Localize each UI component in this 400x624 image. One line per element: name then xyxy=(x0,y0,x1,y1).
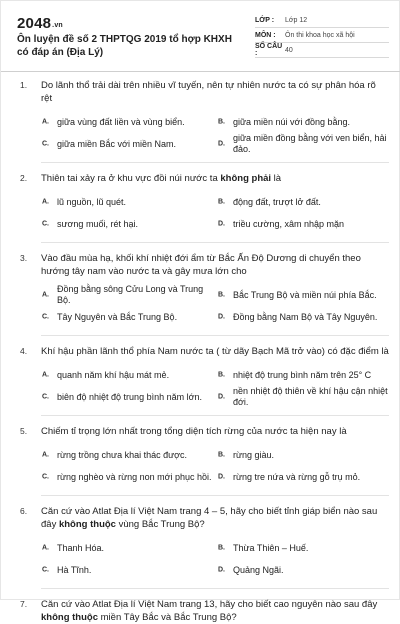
question-text xyxy=(41,598,389,624)
option-letter: D. xyxy=(218,473,225,481)
option-text: Quảng Ngãi. xyxy=(233,564,284,575)
document-header xyxy=(1,1,400,71)
option-letter: A. xyxy=(42,291,49,299)
option-text: nhiệt độ trung bình năm trên 25° C xyxy=(233,369,372,380)
answer-options xyxy=(41,364,389,408)
answer-option-b[interactable] xyxy=(217,284,389,306)
option-letter: C. xyxy=(42,473,49,481)
answer-options xyxy=(41,111,389,155)
question-4 xyxy=(1,345,400,416)
question-text xyxy=(41,252,389,278)
question-text-emphasis: không thuộc xyxy=(58,519,116,530)
answer-option-d[interactable] xyxy=(217,133,389,155)
option-letter: C. xyxy=(42,566,49,574)
option-letter: D. xyxy=(218,220,225,228)
option-text: Thanh Hóa. xyxy=(57,542,105,553)
question-divider xyxy=(41,162,389,163)
option-letter: C. xyxy=(42,393,49,401)
question-number: 7. xyxy=(20,599,28,609)
option-letter: A. xyxy=(42,371,49,379)
option-letter: A. xyxy=(42,451,49,459)
answer-option-c[interactable] xyxy=(41,133,213,155)
option-letter: C. xyxy=(42,140,49,148)
option-letter: D. xyxy=(218,566,225,574)
option-text: Tây Nguyên và Bắc Trung Bộ. xyxy=(57,311,178,322)
answer-option-b[interactable] xyxy=(217,364,389,386)
question-divider xyxy=(41,242,389,243)
meta-row-class: LỚP : Lớp 12 xyxy=(255,13,389,28)
answer-option-c[interactable] xyxy=(41,386,213,408)
answer-option-a[interactable] xyxy=(41,284,213,306)
question-text-part: Khí hậu phần lãnh thổ phía Nam nước ta ( từ dãy Bạch Mã trở vào) có đặc điểm là xyxy=(41,346,389,357)
document-meta xyxy=(255,13,389,58)
question-text-part: miền Tây Bắc và Bắc Trung Bộ? xyxy=(98,612,237,623)
option-letter: A. xyxy=(42,544,49,552)
question-text-emphasis: không phải xyxy=(220,173,272,184)
question-number: 6. xyxy=(20,506,28,516)
answer-option-a[interactable] xyxy=(41,364,213,386)
site-logo[interactable]: 2048.vn xyxy=(17,15,63,32)
question-text-part: Căn cứ vào Atlat Địa lí Việt Nam trang 4 – 5, hãy cho biết tỉnh giáp biển nào sau đây xyxy=(41,506,378,530)
answer-option-a[interactable] xyxy=(41,537,213,559)
option-text: rừng tre nứa và rừng gỗ trụ mỏ. xyxy=(233,471,361,482)
option-letter: D. xyxy=(218,140,225,148)
question-divider xyxy=(41,495,389,496)
option-text: giữa vùng đất liền và vùng biển. xyxy=(57,116,185,127)
answer-option-b[interactable] xyxy=(217,111,389,133)
option-letter: B. xyxy=(218,198,225,206)
answer-option-c[interactable] xyxy=(41,559,213,581)
option-text: động đất, trượt lở đất. xyxy=(233,196,321,207)
answer-options xyxy=(41,191,389,235)
header-divider xyxy=(1,71,400,72)
document-title: Ôn luyện đề số 2 THPTQG 2019 tổ hợp KHXH có đáp án (Địa Lý) xyxy=(17,34,232,58)
option-text: Thừa Thiên – Huế. xyxy=(233,542,309,553)
question-number: 5. xyxy=(20,426,28,436)
question-text xyxy=(41,505,389,531)
option-text: giữa miền núi với đồng bằng. xyxy=(233,116,350,127)
answer-option-a[interactable] xyxy=(41,111,213,133)
option-text: rừng trồng chưa khai thác được. xyxy=(57,449,188,460)
option-text: lũ nguồn, lũ quét. xyxy=(57,196,127,207)
answer-option-c[interactable] xyxy=(41,306,213,328)
question-text-part: Căn cứ vào Atlat Địa lí Việt Nam trang 13, hãy cho biết cao nguyên nào sau đây xyxy=(41,599,378,610)
option-text: Đồng bằng sông Cửu Long và Trung Bộ. xyxy=(57,284,204,305)
question-text-part: Chiếm tỉ trọng lớn nhất trong tổng diện tích rừng của nước ta hiện nay là xyxy=(41,426,347,437)
answer-option-d[interactable] xyxy=(217,306,389,328)
answer-option-b[interactable] xyxy=(217,537,389,559)
question-3 xyxy=(1,252,400,336)
question-text xyxy=(41,345,389,358)
question-text-part: Vào đầu mùa hạ, khối khí nhiệt đới ẩm từ Bắc Ấn Độ Dương di chuyển theo hướng tây nam vào nước ta và gây mưa lớn cho xyxy=(41,253,361,277)
question-1 xyxy=(1,79,400,163)
option-letter: C. xyxy=(42,220,49,228)
answer-option-d[interactable] xyxy=(217,213,389,235)
option-letter: B. xyxy=(218,371,225,379)
option-text: sương muối, rét hại. xyxy=(57,218,138,229)
answer-option-a[interactable] xyxy=(41,444,213,466)
question-text-part: Thiên tai xảy ra ở khu vực đồi núi nước ta xyxy=(41,173,221,184)
question-7 xyxy=(1,598,400,624)
option-text: triều cường, xâm nhập mặn xyxy=(233,218,344,229)
question-text-part: là xyxy=(271,173,282,184)
answer-option-b[interactable] xyxy=(217,444,389,466)
question-text xyxy=(41,425,389,438)
meta-row-count: SỐ CÂU : 40 xyxy=(255,43,389,58)
question-number: 1. xyxy=(20,80,28,90)
option-letter: B. xyxy=(218,544,225,552)
option-text: giữa miền đồng bằng với ven biển, hải đảo. xyxy=(233,133,387,154)
option-text: Đồng bằng Nam Bộ và Tây Nguyên. xyxy=(233,311,378,322)
question-5 xyxy=(1,425,400,496)
answer-option-a[interactable] xyxy=(41,191,213,213)
option-text: nền nhiệt độ thiên về khí hậu cận nhiệt đới. xyxy=(233,386,388,407)
question-text-part: vùng Bắc Trung Bộ? xyxy=(115,519,205,530)
option-letter: D. xyxy=(218,313,225,321)
option-letter: C. xyxy=(42,313,49,321)
question-text xyxy=(41,172,389,185)
question-number: 3. xyxy=(20,253,28,263)
answer-option-d[interactable] xyxy=(217,386,389,408)
option-text: giữa miền Bắc với miền Nam. xyxy=(57,138,176,149)
option-text: Bắc Trung Bộ và miền núi phía Bắc. xyxy=(233,289,377,300)
question-list xyxy=(1,79,400,624)
option-letter: B. xyxy=(218,118,225,126)
meta-row-subject: MÔN : Ôn thi khoa học xã hội xyxy=(255,28,389,43)
question-divider xyxy=(41,588,389,589)
question-text-emphasis: không thuộc xyxy=(41,612,98,623)
option-text: Hà Tĩnh. xyxy=(57,564,92,575)
option-letter: A. xyxy=(42,118,49,126)
answer-option-b[interactable] xyxy=(217,191,389,213)
question-2 xyxy=(1,172,400,243)
answer-options xyxy=(41,444,389,488)
question-number: 2. xyxy=(20,173,28,183)
answer-option-c[interactable] xyxy=(41,466,213,488)
answer-option-d[interactable] xyxy=(217,466,389,488)
question-text-part: Do lãnh thổ trải dài trên nhiều vĩ tuyến, nên tự nhiên nước ta có sự phân hóa rõ rệt xyxy=(41,80,376,104)
question-divider xyxy=(41,415,389,416)
question-6 xyxy=(1,505,400,589)
option-letter: B. xyxy=(218,451,225,459)
answer-options xyxy=(41,284,389,328)
answer-option-c[interactable] xyxy=(41,213,213,235)
question-number: 4. xyxy=(20,346,28,356)
option-letter: D. xyxy=(218,393,225,401)
option-text: rừng nghèo và rừng non mới phục hồi. xyxy=(57,471,212,482)
option-letter: B. xyxy=(218,291,225,299)
question-divider xyxy=(41,335,389,336)
option-text: quanh năm khí hậu mát mẻ. xyxy=(57,369,170,380)
option-text: rừng giàu. xyxy=(233,449,275,460)
question-text xyxy=(41,79,389,105)
answer-option-d[interactable] xyxy=(217,559,389,581)
answer-options xyxy=(41,537,389,581)
option-text: biên độ nhiệt độ trung bình năm lớn. xyxy=(57,391,203,402)
option-letter: A. xyxy=(42,198,49,206)
